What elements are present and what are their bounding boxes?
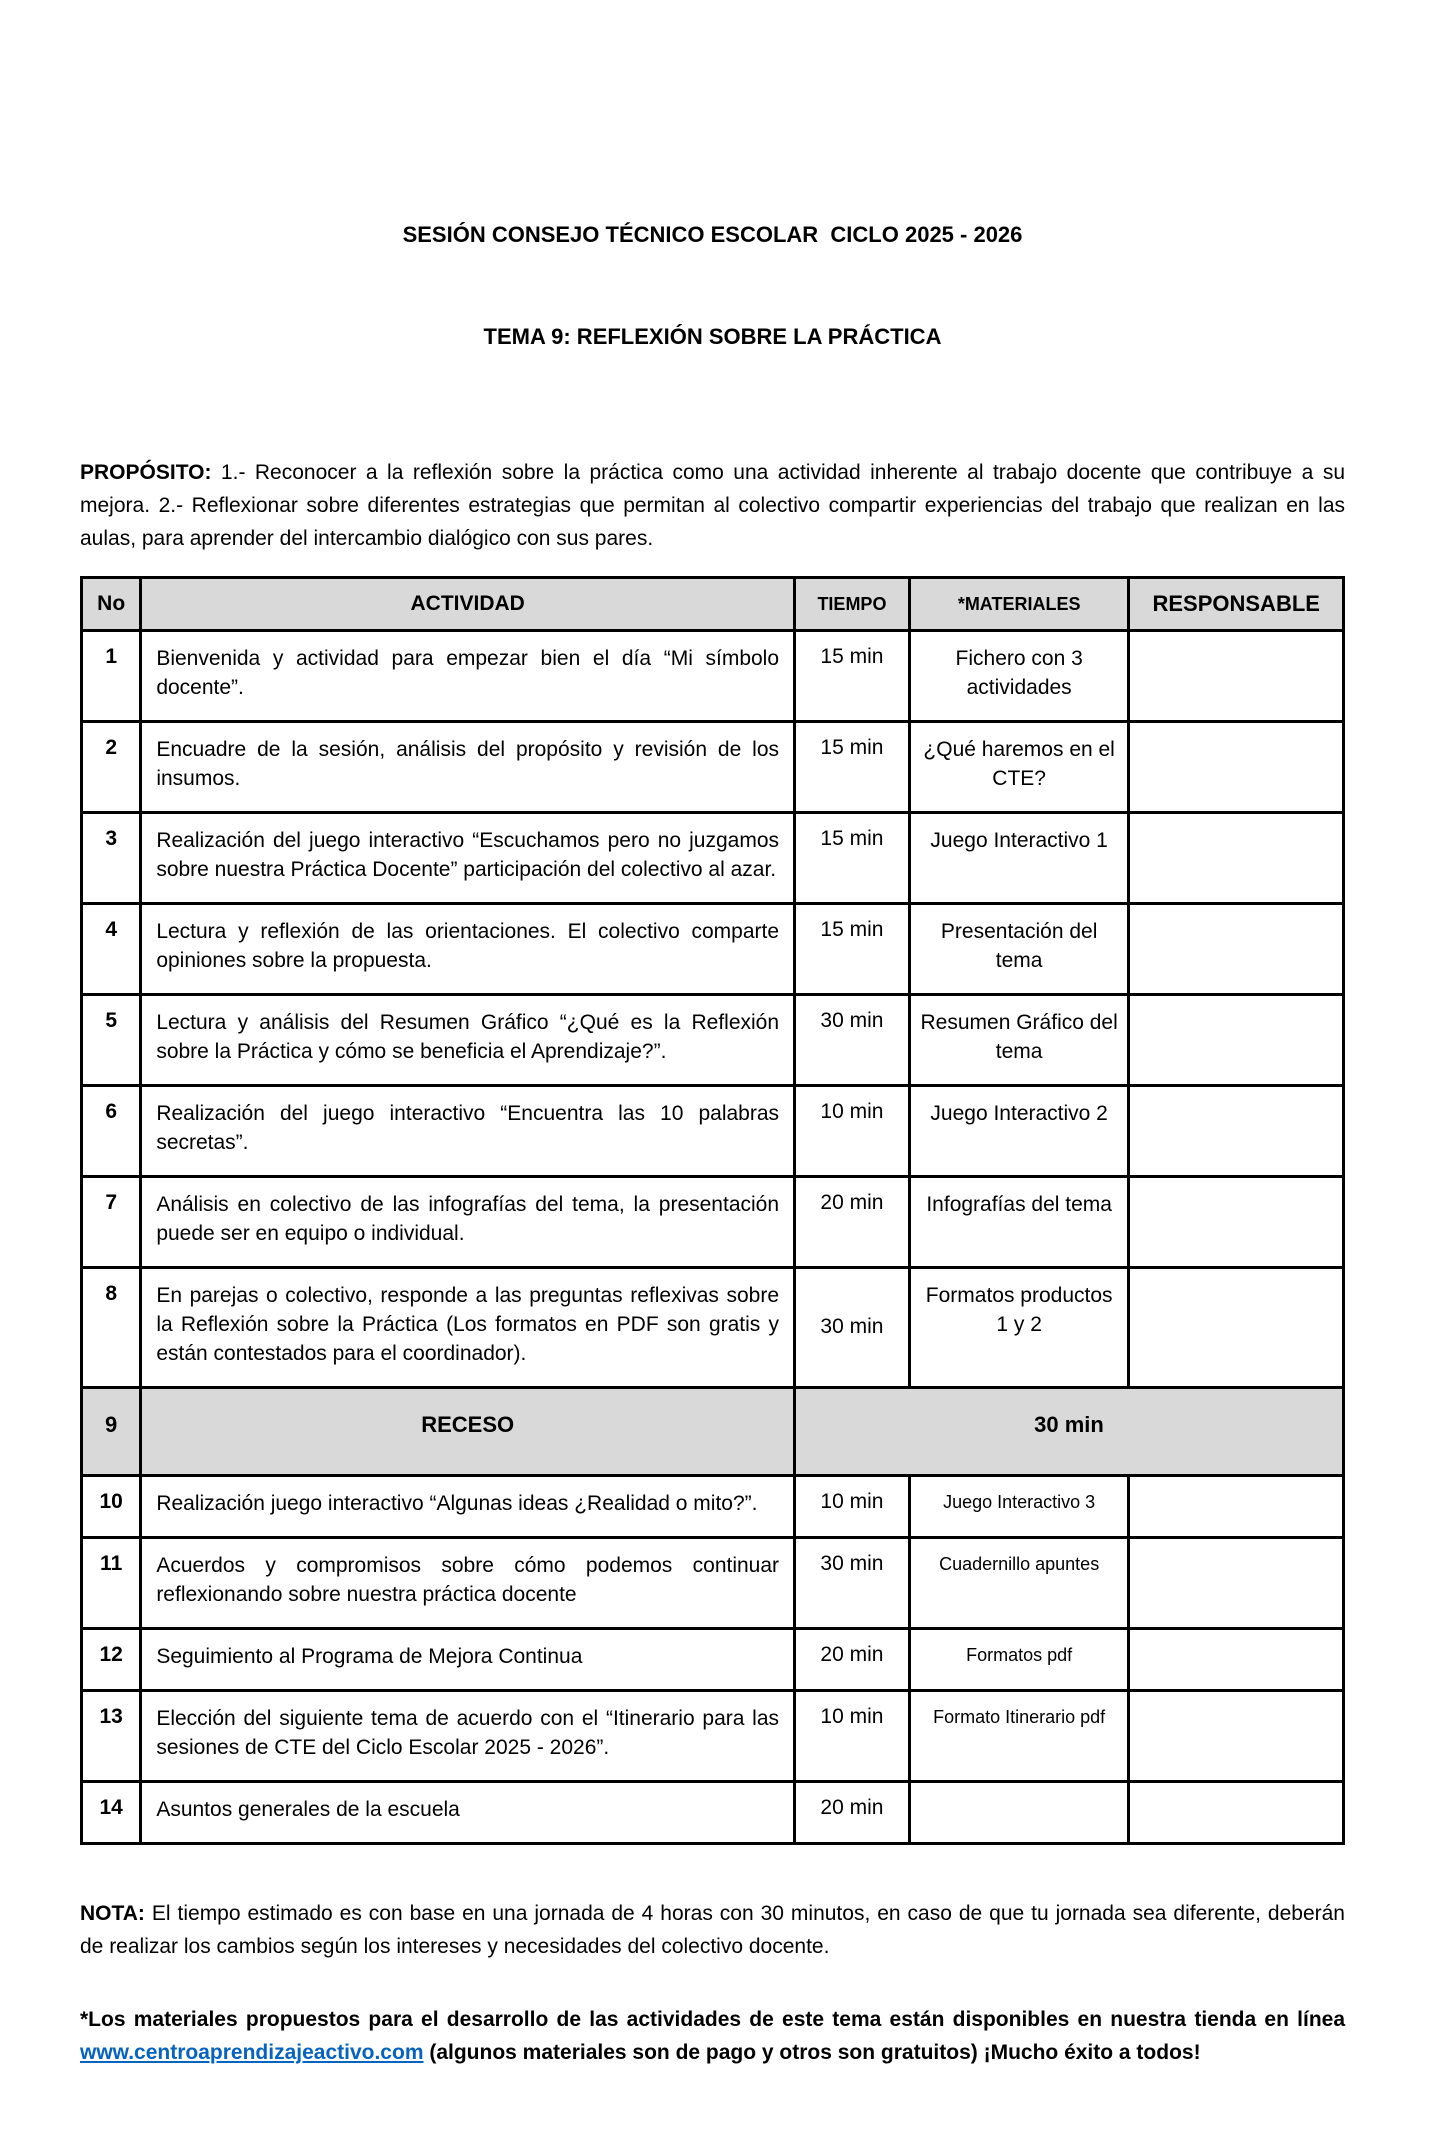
row-number: 9 (82, 1388, 141, 1476)
activity-cell: Realización del juego interactivo “Escuchamos pero no juzgamos sobre nuestra Práctica Docente” participación del colectivo al azar. (141, 813, 795, 904)
document-title (80, 150, 1345, 422)
row-number: 2 (82, 722, 141, 813)
time-cell: 10 min (795, 1691, 910, 1782)
row-number: 4 (82, 904, 141, 995)
store-link[interactable]: www.centroaprendizajeactivo.com (80, 2041, 424, 2064)
materials-cell: Fichero con 3 actividades (909, 631, 1129, 722)
responsible-cell (1129, 1177, 1344, 1268)
responsible-cell (1129, 1086, 1344, 1177)
table-row (82, 1476, 1344, 1538)
materials-cell: Presentación del tema (909, 904, 1129, 995)
table-row (82, 904, 1344, 995)
materials-cell: Juego Interactivo 2 (909, 1086, 1129, 1177)
activity-cell: RECESO (141, 1388, 795, 1476)
materials-cell: Formatos pdf (909, 1629, 1129, 1691)
materials-cell: Formato Itinerario pdf (909, 1691, 1129, 1782)
row-number: 11 (82, 1538, 141, 1629)
time-cell: 30 min (795, 995, 910, 1086)
activity-cell: Lectura y reflexión de las orientaciones. El colectivo comparte opiniones sobre la propuesta. (141, 904, 795, 995)
time-cell: 15 min (795, 813, 910, 904)
activity-cell: Bienvenida y actividad para empezar bien el día “Mi símbolo docente”. (141, 631, 795, 722)
responsible-cell (1129, 904, 1344, 995)
time-cell: 10 min (795, 1476, 910, 1538)
responsible-cell (1129, 1629, 1344, 1691)
activity-cell: Seguimiento al Programa de Mejora Continua (141, 1629, 795, 1691)
activity-cell: Realización juego interactivo “Algunas ideas ¿Realidad o mito?”. (141, 1476, 795, 1538)
nota-label: NOTA: (80, 1902, 145, 1925)
table-row (82, 1086, 1344, 1177)
responsible-cell (1129, 1538, 1344, 1629)
activity-cell: Realización del juego interactivo “Encuentra las 10 palabras secretas”. (141, 1086, 795, 1177)
row-number: 12 (82, 1629, 141, 1691)
responsible-cell (1129, 1691, 1344, 1782)
time-cell: 20 min (795, 1629, 910, 1691)
time-cell: 15 min (795, 631, 910, 722)
materials-footer-paragraph (80, 2003, 1345, 2069)
nota-text: El tiempo estimado es con base en una jornada de 4 horas con 30 minutos, en caso de que tu jornada sea diferente, deberán de realizar los cambios según los intereses y necesidades del colectivo docente. (80, 1902, 1345, 1958)
footer-text-pre: *Los materiales propuestos para el desarrollo de las actividades de este tema están disponibles en nuestra tienda en línea (80, 2008, 1345, 2031)
activity-cell: Análisis en colectivo de las infografías del tema, la presentación puede ser en equipo o individual. (141, 1177, 795, 1268)
row-number: 1 (82, 631, 141, 722)
row-number: 6 (82, 1086, 141, 1177)
materials-cell: Resumen Gráfico del tema (909, 995, 1129, 1086)
materials-cell: Juego Interactivo 1 (909, 813, 1129, 904)
row-number: 13 (82, 1691, 141, 1782)
time-cell: 15 min (795, 904, 910, 995)
table-header-row (82, 578, 1344, 631)
header-tiempo: TIEMPO (795, 578, 910, 631)
activity-cell: Asuntos generales de la escuela (141, 1782, 795, 1844)
proposito-text: 1.- Reconocer a la reflexión sobre la práctica como una actividad inherente al trabajo docente que contribuye a su mejora. 2.- Reflexionar sobre diferentes estrategias que permitan al colectivo compartir experiencias del trabajo que realizan en las aulas, para aprender del intercambio dialógico con sus pares. (80, 461, 1345, 550)
materials-cell: Juego Interactivo 3 (909, 1476, 1129, 1538)
responsible-cell (1129, 722, 1344, 813)
row-number: 5 (82, 995, 141, 1086)
activity-cell: Lectura y análisis del Resumen Gráfico “¿Qué es la Reflexión sobre la Práctica y cómo se beneficia el Aprendizaje?”. (141, 995, 795, 1086)
materials-cell: Formatos productos 1 y 2 (909, 1268, 1129, 1388)
receso-time-cell: 30 min (795, 1388, 1344, 1476)
table-row (82, 1177, 1344, 1268)
table-row (82, 631, 1344, 722)
table-row (82, 1782, 1344, 1844)
agenda-table (80, 576, 1345, 1845)
table-row (82, 813, 1344, 904)
materials-cell: Infografías del tema (909, 1177, 1129, 1268)
materials-cell: Cuadernillo apuntes (909, 1538, 1129, 1629)
row-number: 3 (82, 813, 141, 904)
materials-cell: ¿Qué haremos en el CTE? (909, 722, 1129, 813)
row-number: 10 (82, 1476, 141, 1538)
row-number: 7 (82, 1177, 141, 1268)
row-number: 8 (82, 1268, 141, 1388)
proposito-paragraph (80, 456, 1345, 555)
time-cell: 20 min (795, 1782, 910, 1844)
responsible-cell (1129, 813, 1344, 904)
table-row (82, 995, 1344, 1086)
table-row (82, 1629, 1344, 1691)
responsible-cell (1129, 1268, 1344, 1388)
time-cell: 30 min (795, 1538, 910, 1629)
row-number: 14 (82, 1782, 141, 1844)
header-materiales: *MATERIALES (909, 578, 1129, 631)
responsible-cell (1129, 995, 1344, 1086)
table-row (82, 1691, 1344, 1782)
responsible-cell (1129, 1476, 1344, 1538)
responsible-cell (1129, 631, 1344, 722)
nota-paragraph (80, 1897, 1345, 1963)
responsible-cell (1129, 1782, 1344, 1844)
header-responsable: RESPONSABLE (1129, 578, 1344, 631)
header-no: No (82, 578, 141, 631)
title-line-1: SESIÓN CONSEJO TÉCNICO ESCOLAR CICLO 2025 - 2026 (402, 222, 1023, 247)
proposito-label: PROPÓSITO: (80, 461, 212, 484)
activity-cell: Acuerdos y compromisos sobre cómo podemos continuar reflexionando sobre nuestra práctica docente (141, 1538, 795, 1629)
time-cell: 15 min (795, 722, 910, 813)
title-line-2: TEMA 9: REFLEXIÓN SOBRE LA PRÁCTICA (483, 324, 942, 349)
time-cell: 10 min (795, 1086, 910, 1177)
table-row (82, 722, 1344, 813)
time-cell: 20 min (795, 1177, 910, 1268)
table-row (82, 1538, 1344, 1629)
materials-cell (909, 1782, 1129, 1844)
footer-text-post: (algunos materiales son de pago y otros son gratuitos) ¡Mucho éxito a todos! (423, 2041, 1201, 2064)
activity-cell: Encuadre de la sesión, análisis del propósito y revisión de los insumos. (141, 722, 795, 813)
header-actividad: ACTIVIDAD (141, 578, 795, 631)
activity-cell: Elección del siguiente tema de acuerdo con el “Itinerario para las sesiones de CTE del Ciclo Escolar 2025 - 2026”. (141, 1691, 795, 1782)
table-row (82, 1268, 1344, 1388)
table-row (82, 1388, 1344, 1476)
time-cell: 30 min (795, 1268, 910, 1388)
activity-cell: En parejas o colectivo, responde a las preguntas reflexivas sobre la Reflexión sobre la Práctica (Los formatos en PDF son gratis y están contestados para el coordinador). (141, 1268, 795, 1388)
